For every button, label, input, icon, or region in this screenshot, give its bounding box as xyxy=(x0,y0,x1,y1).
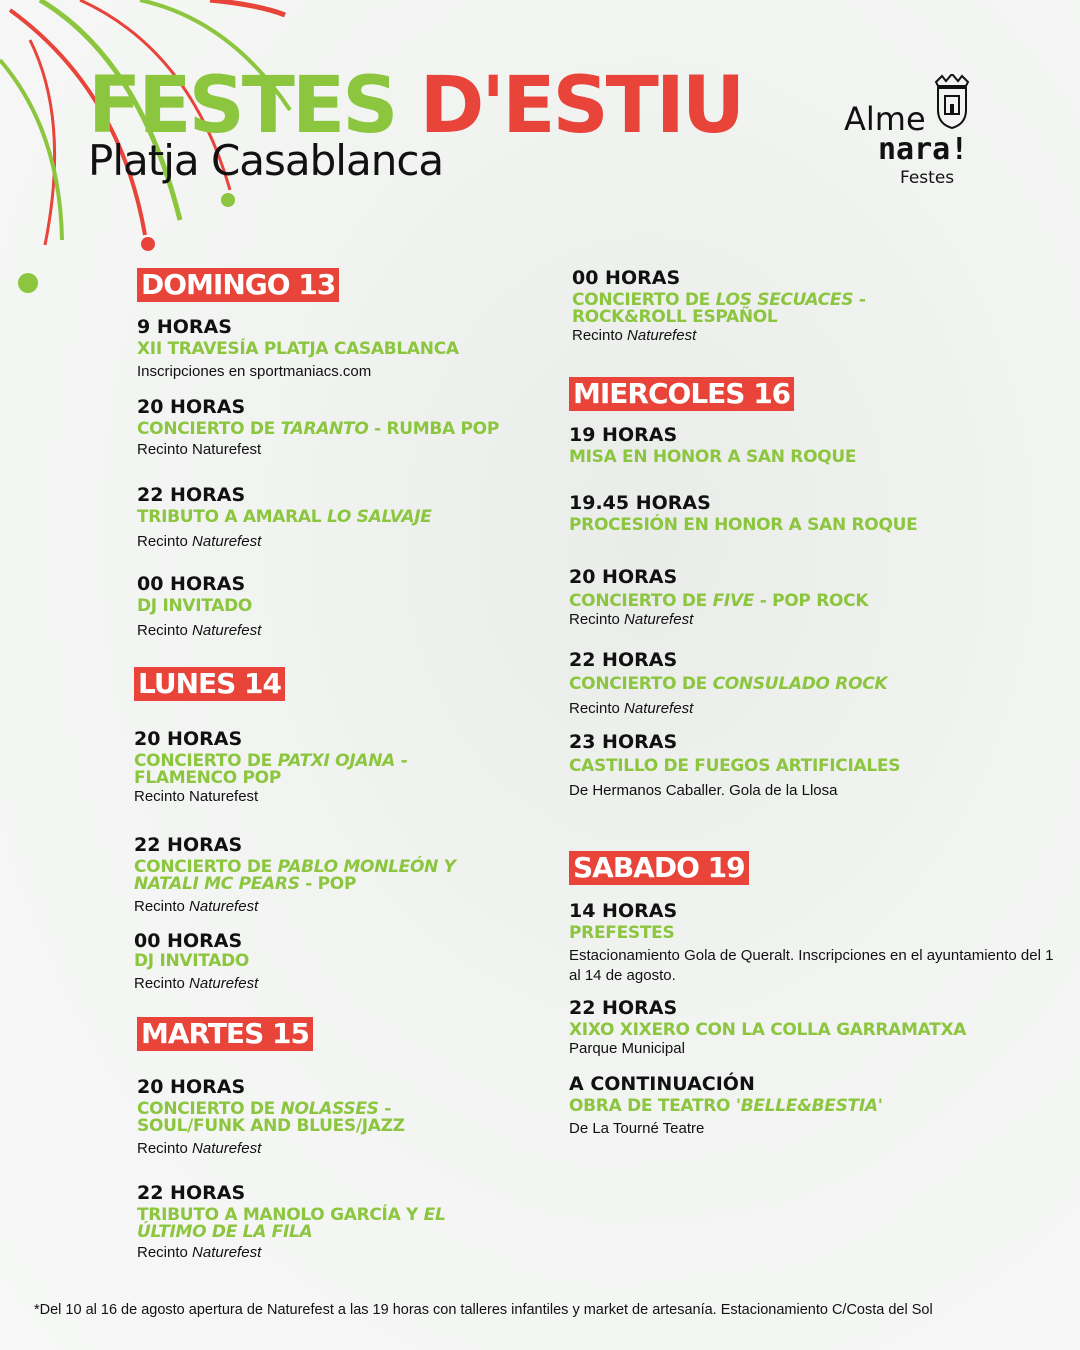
event-artist: LO SALVAJE xyxy=(326,507,432,527)
event-artist: FIVE xyxy=(712,591,755,611)
day-label: DOMINGO 13 xyxy=(137,268,339,302)
day-sabado xyxy=(569,851,749,885)
event-note: Estacionamiento Gola de Queralt. Inscripciones en el ayuntamiento del 1 al 14 de agosto. xyxy=(569,947,1054,984)
event-time: 20 HORAS xyxy=(134,728,243,750)
note-venue: Naturefest xyxy=(189,898,259,915)
event-note xyxy=(134,897,484,917)
event-time: 19 HORAS xyxy=(569,424,678,446)
event xyxy=(134,727,454,807)
event-time: 20 HORAS xyxy=(137,396,246,418)
day-lunes xyxy=(134,667,285,701)
event-genre: - SOUL/FUNK AND BLUES/JAZZ xyxy=(137,1099,405,1136)
event-name-part: CONCIERTO DE xyxy=(572,290,716,310)
event-name-part: OBRA DE TEATRO ' xyxy=(569,1096,741,1116)
day-domingo xyxy=(137,268,339,302)
event-time: 22 HORAS xyxy=(569,649,678,671)
event-time: 20 HORAS xyxy=(137,1076,246,1098)
event-genre: - RUMBA POP xyxy=(368,419,499,439)
event-note: Parque Municipal xyxy=(569,1040,685,1057)
note-part: Recinto xyxy=(569,611,625,628)
event-name: XII TRAVESÍA PLATJA CASABLANCA xyxy=(137,339,459,359)
event xyxy=(137,572,537,641)
event-note: Inscripciones en sportmaniacs.com xyxy=(137,363,372,380)
event-name xyxy=(572,292,902,326)
event-name-part: CONCIERTO DE xyxy=(137,1099,281,1119)
day-label: SABADO 19 xyxy=(569,851,749,885)
note-part: Recinto xyxy=(137,1140,193,1157)
event-name-part: ' xyxy=(877,1096,883,1116)
event-genre: - ROCK&ROLL ESPAÑOL xyxy=(572,290,866,327)
event-genre: - FLAMENCO POP xyxy=(134,751,408,788)
note-part: Recinto xyxy=(134,898,190,915)
event-name-part: CONCIERTO DE xyxy=(134,857,278,877)
event-name-part: CONCIERTO DE xyxy=(134,751,278,771)
day-label: MARTES 15 xyxy=(137,1017,313,1051)
event-time: 00 HORAS xyxy=(134,930,243,952)
day-label: MIERCOLES 16 xyxy=(569,377,794,411)
event xyxy=(569,565,1029,630)
event-artist: BELLE&BESTIA xyxy=(740,1096,878,1116)
event-time: 19.45 HORAS xyxy=(569,492,711,514)
event-time: 23 HORAS xyxy=(569,731,678,753)
event-note xyxy=(137,1139,437,1159)
event xyxy=(137,1181,477,1263)
event xyxy=(134,929,484,994)
note-part: Recinto xyxy=(134,975,190,992)
event-name-part: TRIBUTO A MANOLO GARCÍA Y xyxy=(137,1205,424,1225)
event-time: 20 HORAS xyxy=(569,566,678,588)
event-note xyxy=(137,532,537,552)
event xyxy=(137,1075,437,1159)
event-time: 14 HORAS xyxy=(569,900,678,922)
event-note xyxy=(137,621,537,641)
event-name: DJ INVITADO xyxy=(137,596,253,616)
note-venue: Naturefest xyxy=(189,975,259,992)
event-time: 9 HORAS xyxy=(137,316,232,338)
event-time: 22 HORAS xyxy=(134,834,243,856)
event-name xyxy=(569,1098,1059,1115)
event-artist: PABLO MONLEÓN Y NATALI MC PEARS xyxy=(134,857,456,894)
note-venue: Naturefest xyxy=(624,700,694,717)
event-note: De La Tourné Teatre xyxy=(569,1120,705,1137)
event-time: A CONTINUACIÓN xyxy=(569,1073,755,1095)
event-name xyxy=(134,859,484,893)
event-note xyxy=(137,1243,477,1263)
note-venue: Naturefest xyxy=(624,611,694,628)
event-artist: PATXI OJANA xyxy=(277,751,396,771)
event-time: 22 HORAS xyxy=(569,997,678,1019)
event-name xyxy=(569,676,1029,693)
castle-crown-icon xyxy=(932,74,972,130)
event xyxy=(137,315,537,382)
event-note: Recinto Naturefest xyxy=(134,788,259,805)
note-venue: Naturefest xyxy=(192,533,262,550)
note-part: Recinto xyxy=(137,1244,193,1261)
event-time: 22 HORAS xyxy=(137,484,246,506)
note-part: Recinto xyxy=(572,327,628,344)
event xyxy=(569,491,1029,534)
note-venue: Naturefest xyxy=(192,1140,262,1157)
logo-text-alme: Alme xyxy=(844,100,926,138)
day-miercoles xyxy=(569,377,794,411)
subtitle: Platja Casablanca xyxy=(88,136,444,185)
event-artist: LOS SECUACES xyxy=(715,290,854,310)
event-name xyxy=(569,593,1029,610)
event-artist: EL ÚLTIMO DE LA FILA xyxy=(137,1205,446,1242)
event-name: PROCESIÓN EN HONOR A SAN ROQUE xyxy=(569,515,918,535)
event-name xyxy=(137,1207,477,1241)
title-word-destiu: D'ESTIU xyxy=(419,61,743,151)
event-name: PREFESTES xyxy=(569,923,675,943)
event-name: MISA EN HONOR A SAN ROQUE xyxy=(569,447,857,467)
event-name-part: TRIBUTO A AMARAL xyxy=(137,507,327,527)
event-time: 00 HORAS xyxy=(572,267,681,289)
event-note xyxy=(134,974,484,994)
event-artist: TARANTO xyxy=(280,419,369,439)
note-part: Recinto xyxy=(137,533,193,550)
note-venue: Naturefest xyxy=(627,327,697,344)
event-name: XIXO XIXERO CON LA COLLA GARRAMATXA xyxy=(569,1020,967,1040)
event-note xyxy=(569,699,1029,719)
event-note xyxy=(572,326,902,346)
event-name xyxy=(137,1101,437,1135)
day-martes xyxy=(137,1017,313,1051)
logo-text-festes: Festes xyxy=(900,168,955,188)
event-note: De Hermanos Caballer. Gola de la Llosa xyxy=(569,782,838,799)
event-name-part: CONCIERTO DE xyxy=(137,419,281,439)
event xyxy=(569,1072,1059,1139)
event xyxy=(569,996,1059,1059)
event-name: CASTILLO DE FUEGOS ARTIFICIALES xyxy=(569,756,901,776)
event-note: Recinto Naturefest xyxy=(137,441,262,458)
title-word-festes: FESTES xyxy=(88,61,396,151)
event xyxy=(569,899,1059,986)
almenara-festes-logo xyxy=(840,74,980,194)
day-label: LUNES 14 xyxy=(134,667,285,701)
event-name-part: CONCIERTO DE xyxy=(569,591,713,611)
event-name xyxy=(134,753,454,787)
event-artist: NOLASSES xyxy=(280,1099,379,1119)
logo-text-nara: nara! xyxy=(878,132,969,167)
note-venue: Naturefest xyxy=(192,1244,262,1261)
event-genre: - POP xyxy=(299,874,357,894)
event-artist: CONSULADO ROCK xyxy=(712,674,888,694)
footer-note: *Del 10 al 16 de agosto apertura de Naturefest a las 19 horas con talleres infantiles y market de artesanía. Estacionamiento C/Costa del Sol xyxy=(34,1302,933,1318)
event xyxy=(137,395,537,460)
event-name-part: CONCIERTO DE xyxy=(569,674,713,694)
event xyxy=(569,730,1029,801)
event xyxy=(569,648,1029,719)
event-time: 00 HORAS xyxy=(137,573,246,595)
event-genre: - POP ROCK xyxy=(754,591,869,611)
event-time: 22 HORAS xyxy=(137,1182,246,1204)
event xyxy=(137,483,537,552)
event xyxy=(569,423,1029,466)
note-part: Recinto xyxy=(569,700,625,717)
note-part: Recinto xyxy=(137,622,193,639)
event xyxy=(572,266,902,346)
event-name xyxy=(137,421,537,438)
event xyxy=(134,833,484,917)
event-name xyxy=(137,509,537,526)
note-venue: Naturefest xyxy=(192,622,262,639)
event-name: DJ INVITADO xyxy=(134,951,250,971)
event-note xyxy=(569,610,1029,630)
